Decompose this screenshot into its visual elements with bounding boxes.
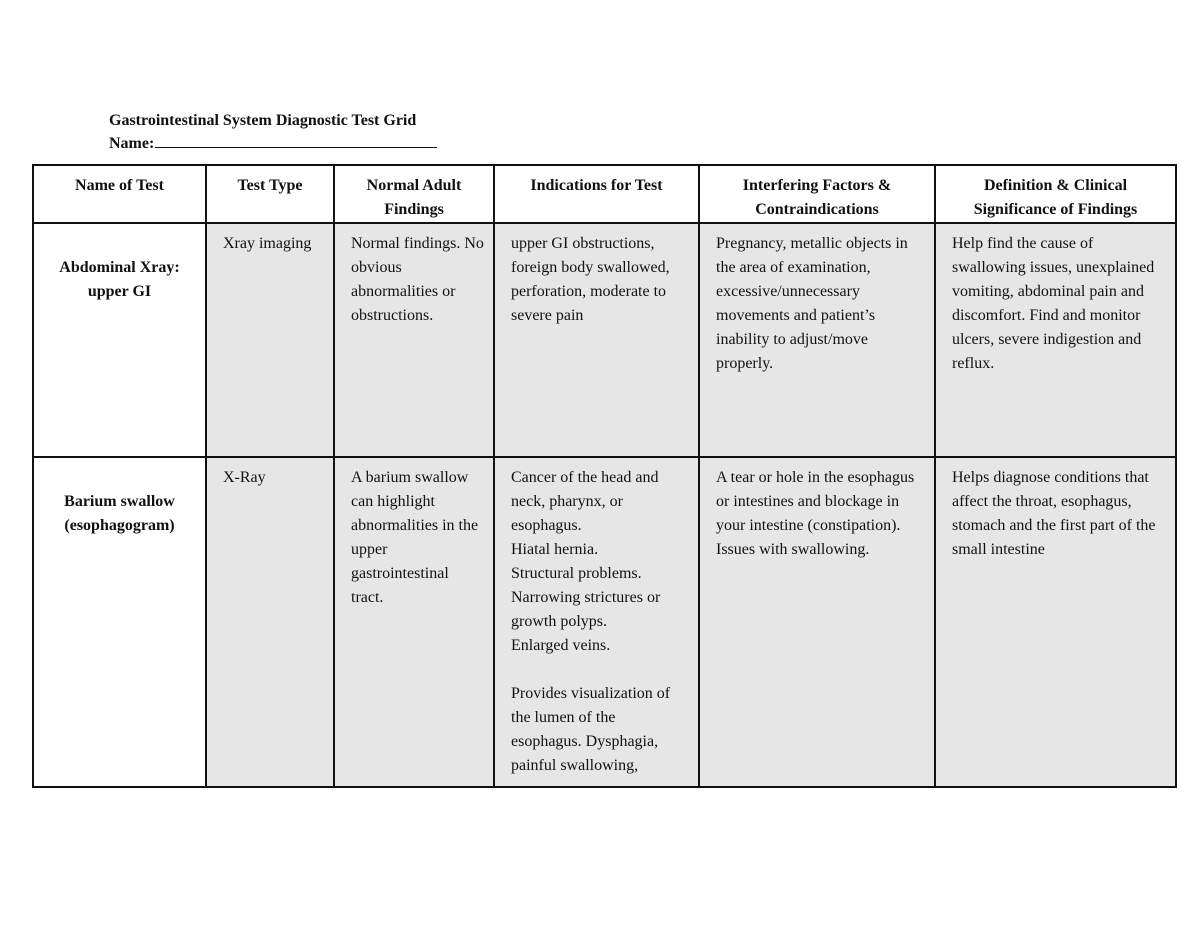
document-title: Gastrointestinal System Diagnostic Test Grid	[109, 112, 417, 129]
diagnostic-test-grid	[32, 164, 1177, 788]
cell-test-type: Xray imaging	[206, 223, 334, 457]
cell-indications: Cancer of the head and neck, pharynx, or esophagus. Hiatal hernia. Structural problems. Narrowing strictures or growth polyps. Enlarged veins. Provides visualization of the lumen of the esophagus. Dysphagia, painful swallowing,	[494, 457, 699, 787]
header-normal-findings: Normal Adult Findings	[334, 165, 494, 223]
cell-interfering-factors: Pregnancy, metallic objects in the area of examination, excessive/unnecessary movements and patient’s inability to adjust/move properly.	[699, 223, 935, 457]
cell-definition: Helps diagnose conditions that affect the throat, esophagus, stomach and the first part of the small intestine	[935, 457, 1176, 787]
cell-definition: Help find the cause of swallowing issues, unexplained vomiting, abdominal pain and discomfort. Find and monitor ulcers, severe indigestion and reflux.	[935, 223, 1176, 457]
header-indications: Indications for Test	[494, 165, 699, 223]
cell-normal-findings: Normal findings. No obvious abnormalities or obstructions.	[334, 223, 494, 457]
cell-test-name: Barium swallow (esophagogram)	[33, 457, 206, 787]
header-interfering-factors: Interfering Factors & Contraindications	[699, 165, 935, 223]
cell-test-type: X-Ray	[206, 457, 334, 787]
table-header-row	[33, 165, 1176, 223]
cell-normal-findings: A barium swallow can highlight abnormalities in the upper gastrointestinal tract.	[334, 457, 494, 787]
cell-test-name: Abdominal Xray: upper GI	[33, 223, 206, 457]
name-field	[109, 132, 437, 155]
table-row	[33, 223, 1176, 457]
header-definition: Definition & Clinical Significance of Findings	[935, 165, 1176, 223]
table-row	[33, 457, 1176, 787]
cell-indications: upper GI obstructions, foreign body swallowed, perforation, moderate to severe pain	[494, 223, 699, 457]
name-blank-line	[155, 132, 437, 148]
name-label: Name:	[109, 135, 155, 152]
document-header	[109, 110, 437, 155]
cell-interfering-factors: A tear or hole in the esophagus or intestines and blockage in your intestine (constipation). Issues with swallowing.	[699, 457, 935, 787]
header-test-type: Test Type	[206, 165, 334, 223]
header-name-of-test: Name of Test	[33, 165, 206, 223]
